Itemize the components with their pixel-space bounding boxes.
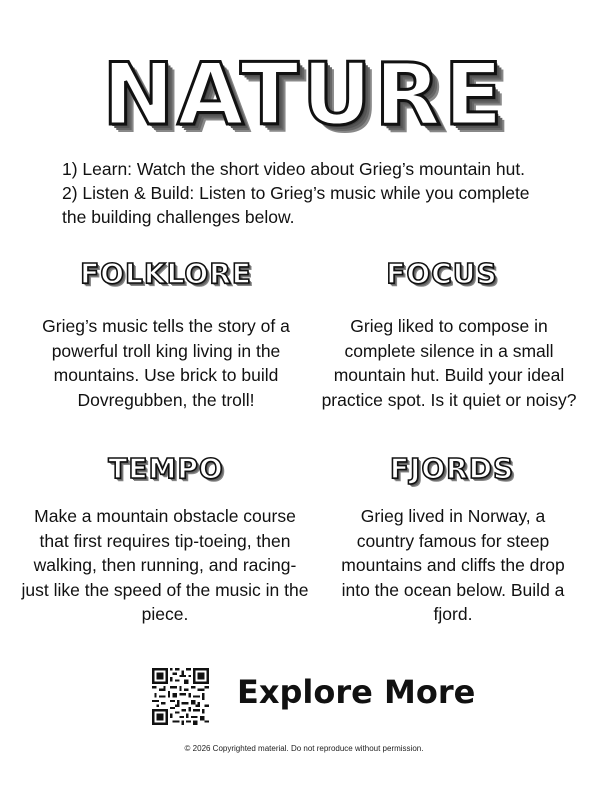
- instruction-line-3: the building challenges below.: [62, 207, 295, 227]
- text-fjords: Grieg lived in Norway, a country famous for steep mountains and cliffs the drop into the ocean below. Build a fjord.: [341, 506, 565, 624]
- heading-folklore: FOLKLORE: [80, 257, 252, 290]
- instruction-line-2: 2) Listen & Build: Listen to Grieg’s music while you complete: [62, 183, 530, 203]
- qr-code-icon[interactable]: [152, 668, 209, 725]
- heading-fjords: FJORDS: [389, 452, 515, 485]
- text-focus: Grieg liked to compose in complete silence in a small mountain hut. Build your ideal practice spot. Is it quiet or noisy?: [321, 316, 577, 410]
- heading-tempo: TEMPO: [108, 452, 224, 485]
- instructions: [62, 157, 592, 229]
- explore-more-link[interactable]: Explore More: [237, 673, 476, 711]
- instruction-line-1: 1) Learn: Watch the short video about Grieg’s mountain hut.: [62, 159, 526, 179]
- text-folklore: Grieg’s music tells the story of a powerful troll king living in the mountains. Use brick to build Dovregubben, the troll!: [42, 316, 290, 410]
- page-title: NATURE: [102, 45, 506, 145]
- text-tempo: Make a mountain obstacle course that first requires tip-toeing, then walking, then running, and racing- just like the speed of the music in the piece.: [21, 506, 309, 624]
- heading-focus: FOCUS: [386, 257, 498, 290]
- copyright-notice: © 2026 Copyrighted material. Do not reproduce without permission.: [184, 744, 424, 753]
